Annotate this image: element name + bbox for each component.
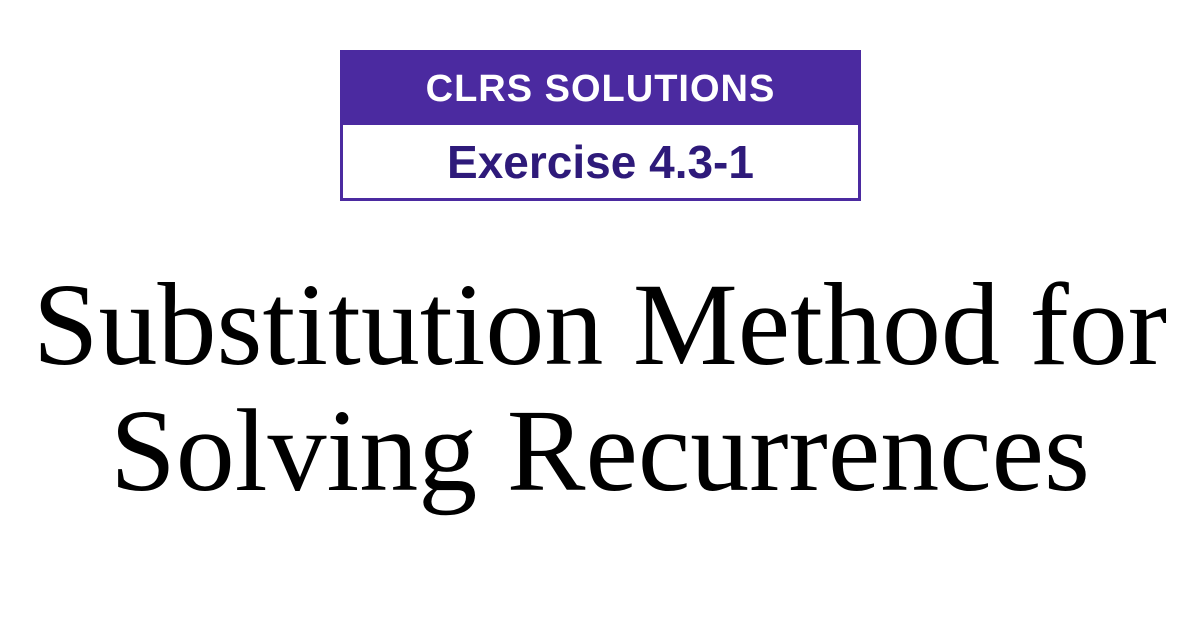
page-title [0,259,1200,516]
clrs-badge [340,50,861,201]
title-line-1: Substitution Method for [32,259,1168,390]
exercise-label: Exercise 4.3-1 [447,135,754,188]
title-line-2: Solving Recurrences [110,385,1090,516]
series-label: CLRS SOLUTIONS [343,53,858,125]
